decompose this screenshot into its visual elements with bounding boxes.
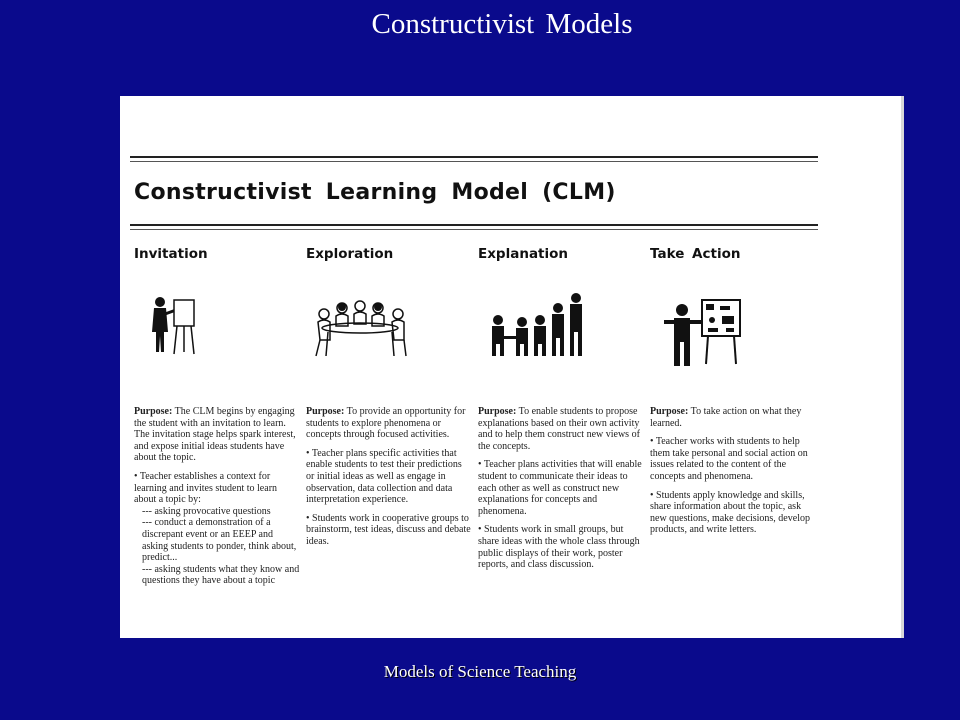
column-invitation (134, 246, 300, 587)
column-body (134, 406, 300, 594)
person-with-poster-icon (650, 292, 816, 374)
bullet-text: • Teacher works with students to help them take personal and social action on issues related to the content of the concepts and phenomena. (650, 436, 808, 482)
slide-title: Constructivist Models (371, 8, 633, 40)
heading-rule (130, 224, 818, 226)
bullet-text: • Teacher establishes a context for learning and invites student to learn about a topic by: (134, 470, 278, 506)
column-take-action (650, 246, 816, 536)
column-title: Explanation (478, 246, 569, 262)
bullet-text: • Students apply knowledge and skills, share information about the topic, ask new questions, make decisions, develop products, and write letters. (650, 489, 810, 536)
column-explanation (478, 246, 644, 571)
top-rule (130, 156, 818, 158)
column-body (306, 406, 472, 555)
column-body (478, 406, 644, 578)
page-edge (901, 96, 904, 638)
purpose-text: The CLM begins by engaging the student with an invitation to learn. The invitation stage helps spark interest, and expose initial ideas students have about the topic. (134, 406, 296, 464)
purpose-label: Purpose: (478, 406, 517, 417)
slide-footer: Models of Science Teaching (383, 662, 577, 681)
purpose-text: To enable students to propose explanations based on their own activity and to help them construct new views of the concepts. (478, 406, 640, 452)
purpose-label: Purpose: (306, 406, 345, 417)
purpose-text: To provide an opportunity for students to explore phenomena or concepts through focused activities. (306, 406, 466, 441)
heading-rule-thin (130, 229, 818, 230)
purpose-text: To take action on what they learned. (650, 406, 802, 429)
document-heading: Constructivist Learning Model (CLM) (134, 180, 616, 205)
scanned-document (120, 96, 904, 638)
top-rule-thin (130, 161, 818, 162)
students-at-table-icon (306, 292, 472, 374)
column-title: Invitation (134, 246, 208, 262)
bullet-text: • Teacher plans specific activities that enable students to test their predictions or initial ideas as well as engage in observation, data collection and data interpretation experience. (306, 447, 462, 506)
bullet-text: • Students work in cooperative groups to brainstorm, test ideas, discuss and debate ideas. (306, 512, 471, 547)
sub-bullet: --- conduct a demonstration of a discrepant event or an EEEP and asking students to ponder, think about, predict... (142, 517, 297, 564)
bullet-text: • Students work in small groups, but share ideas with the whole class through public displays of their work, poster reports, and class discussion. (478, 524, 640, 571)
student-group-silhouette-icon (478, 292, 644, 374)
column-title: Take Action (650, 246, 741, 262)
sub-bullet: --- asking provocative questions (142, 505, 271, 517)
column-title: Exploration (306, 246, 394, 262)
column-exploration (306, 246, 472, 547)
purpose-label: Purpose: (134, 406, 173, 417)
sub-bullet: --- asking students what they know and questions they have about a topic (142, 563, 300, 587)
purpose-label: Purpose: (650, 406, 689, 417)
teacher-at-flipchart-icon (134, 292, 300, 374)
column-body (650, 406, 816, 543)
bullet-text: • Teacher plans activities that will enable student to communicate their ideas to each other as well as construct new explanations for concepts and phenomena. (478, 459, 642, 517)
